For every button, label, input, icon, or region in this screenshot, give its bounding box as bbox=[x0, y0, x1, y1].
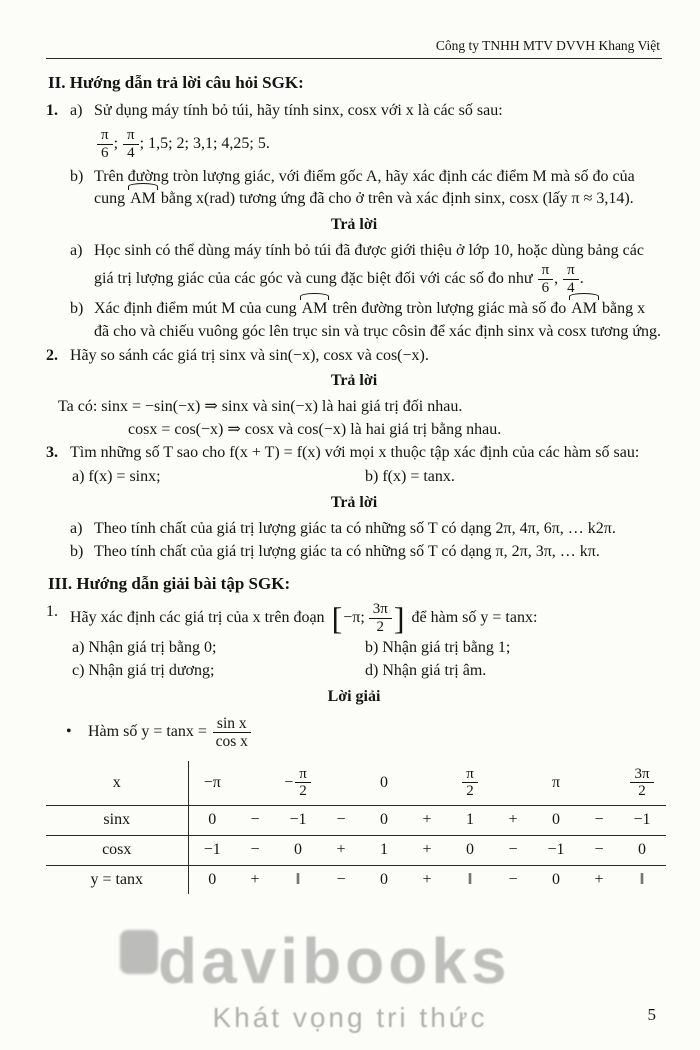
watermark-tagline: Khát vọng tri thức bbox=[212, 1002, 488, 1033]
answer-3a bbox=[46, 518, 662, 541]
x-value: 0 bbox=[360, 761, 408, 806]
table-row-cosx: cosx −1 − 0 + 1 + 0 − −1 − 0 bbox=[46, 835, 666, 865]
answer-1a bbox=[46, 240, 662, 297]
bracket-open: [ bbox=[331, 600, 343, 637]
question-3-marker: 3. bbox=[46, 444, 58, 462]
question-3 bbox=[46, 442, 662, 465]
comma: , bbox=[554, 270, 559, 288]
answer-heading: Trả lời bbox=[330, 493, 378, 511]
option-d: d) Nhận giá trị âm. bbox=[365, 662, 487, 680]
fraction-pi-6: $\frac{\pi}{6}$ bbox=[537, 262, 555, 297]
value-list-line bbox=[96, 127, 662, 162]
bracket-close: ] bbox=[393, 600, 405, 637]
option-b: b) Nhận giá trị bằng 1; bbox=[365, 638, 511, 656]
fraction-3pi-2: $\frac{3\pi}{2}$ bbox=[629, 766, 654, 801]
question-1b-text: Trên đường tròn lượng giác, với điểm gốc A, hãy xác định các điểm M mà số đo của cung AM bằng x(rad) tương ứng đã cho ở trên và xác định sinx, cosx (lấy π ≈ 3,14). bbox=[94, 166, 662, 211]
arc-AM: AM bbox=[570, 298, 598, 321]
interval-left: −π; bbox=[343, 609, 365, 627]
section-iii-title: III. Hướng dẫn giải bài tập SGK: bbox=[48, 573, 291, 593]
x-value: π bbox=[532, 761, 580, 806]
solution-heading: Lời giải bbox=[327, 688, 381, 706]
answer-heading: Trả lời bbox=[330, 372, 378, 390]
answer-heading: Trả lời bbox=[330, 216, 378, 234]
fraction-pi-4: $\frac{\pi}{4}$ bbox=[122, 127, 140, 162]
x-value: − $\frac{\pi}{2}$ bbox=[274, 761, 322, 806]
problem-1-marker: 1. bbox=[46, 603, 58, 621]
answer-3a-marker: a) bbox=[70, 519, 83, 537]
question-3-options bbox=[46, 466, 662, 489]
answer-3b-text: Theo tính chất của giá trị lượng giác ta có những số T có dạng π, 2π, 3π, … kπ. bbox=[94, 543, 600, 561]
question-1b bbox=[46, 166, 662, 211]
option-a: a) f(x) = sinx; bbox=[72, 468, 161, 486]
header-rule bbox=[46, 58, 662, 59]
answer-1b bbox=[46, 298, 662, 343]
arc-AM: AM bbox=[129, 188, 157, 211]
question-2-text: Hãy so sánh các giá trị sinx và sin(−x), cosx và cos(−x). bbox=[70, 346, 429, 364]
question-1a-marker: a) bbox=[70, 102, 83, 120]
watermark-text: davibooks bbox=[158, 925, 511, 997]
option-b: b) f(x) = tanx. bbox=[365, 468, 455, 486]
answer-1b-marker: b) bbox=[70, 300, 84, 318]
davibooks-logo-icon bbox=[120, 930, 158, 974]
answer-3a-text: Theo tính chất của giá trị lượng giác ta có những số T có dạng 2π, 4π, 6π, … k2π. bbox=[94, 519, 616, 537]
question-2 bbox=[46, 345, 662, 368]
fraction-3pi-2: $\frac{3\pi}{2}$ bbox=[368, 601, 393, 636]
table-header-row bbox=[46, 761, 666, 806]
answer-3b-marker: b) bbox=[70, 543, 84, 561]
section-ii-title: II. Hướng dẫn trả lời câu hỏi SGK: bbox=[48, 73, 304, 93]
question-1a bbox=[46, 100, 662, 123]
separator: ; bbox=[113, 134, 119, 152]
table-row-sinx: sinx 0 − −1 − 0 + 1 + 0 − −1 bbox=[46, 806, 666, 836]
solution-bullet-line bbox=[66, 715, 662, 751]
answer-2-line2: cosx = cos(−x) ⇒ cosx và cos(−x) là hai giá trị bằng nhau. bbox=[128, 420, 502, 438]
separator: ; bbox=[139, 134, 145, 152]
period: . bbox=[579, 270, 584, 288]
answer-1a-marker: a) bbox=[70, 241, 83, 259]
fraction-pi-6: $\frac{\pi}{6}$ bbox=[96, 127, 114, 162]
equation-text: Hàm số y = tanx = bbox=[88, 723, 207, 741]
bullet-icon: • bbox=[66, 723, 72, 741]
problem-1 bbox=[46, 601, 662, 636]
variation-table bbox=[46, 761, 666, 895]
fraction-pi-2: $\frac{\pi}{2}$ bbox=[461, 766, 479, 801]
table-row-tanx: y = tanx 0 + ‖ − 0 + ‖ − 0 + ‖ bbox=[46, 865, 666, 894]
option-a: a) Nhận giá trị bằng 0; bbox=[72, 638, 217, 656]
answer-3b bbox=[46, 541, 662, 564]
question-1-marker: 1. bbox=[46, 102, 58, 120]
table-header-x: x bbox=[46, 761, 188, 806]
problem-1-options-cd bbox=[46, 660, 662, 683]
x-value: −π bbox=[188, 761, 236, 806]
answer-1a-text: Học sinh có thể dùng máy tính bỏ túi đã được giới thiệu ở lớp 10, hoặc dùng bảng các giá trị lượng giác của các góc và cung đặc biệt đối với các số đo như $\frac{\pi}{6}$ , $\frac{\pi}{4}$ . bbox=[94, 241, 644, 297]
fraction-sinx-cosx: $\frac{\text{sin x}}{\text{cos x}}$ bbox=[212, 715, 252, 751]
fraction-pi-2: $\frac{\pi}{2}$ bbox=[294, 766, 312, 801]
header-publisher: Công ty TNHH MTV DVVH Khang Việt bbox=[435, 38, 660, 53]
x-value bbox=[618, 761, 666, 806]
question-2-marker: 2. bbox=[46, 346, 58, 364]
x-value bbox=[446, 761, 494, 806]
problem-1-options-ab bbox=[46, 637, 662, 660]
option-c: c) Nhận giá trị dương; bbox=[72, 662, 215, 680]
question-1b-marker: b) bbox=[70, 167, 84, 185]
answer-2-line1: Ta có: sinx = −sin(−x) ⇒ sinx và sin(−x) là hai giá trị đối nhau. bbox=[58, 397, 463, 415]
answer-1b-text: Xác định điểm mút M của cung AM trên đường tròn lượng giác mà số đo AM bằng x đã cho và chiếu vuông góc lên trục sin và trục côsin để xác định sinx và cosx tương ứng. bbox=[94, 300, 661, 340]
problem-1-text: Hãy xác định các giá trị của x trên đoạn [ −π; $\frac{3\pi}{2}$ ] để hàm số y = tanx: bbox=[70, 600, 538, 637]
question-1a-text: Sử dụng máy tính bỏ túi, hãy tính sinx, cosx với x là các số sau: bbox=[94, 102, 503, 120]
question-3-text: Tìm những số T sao cho f(x + T) = f(x) với mọi x thuộc tập xác định của các hàm số sau: bbox=[70, 444, 640, 462]
page-number: 5 bbox=[647, 1005, 656, 1024]
interval-expression bbox=[332, 601, 405, 636]
value-list-tail: 1,5; 2; 3,1; 4,25; 5. bbox=[148, 134, 270, 152]
fraction-pi-4: $\frac{\pi}{4}$ bbox=[562, 262, 580, 297]
arc-AM: AM bbox=[301, 298, 329, 321]
